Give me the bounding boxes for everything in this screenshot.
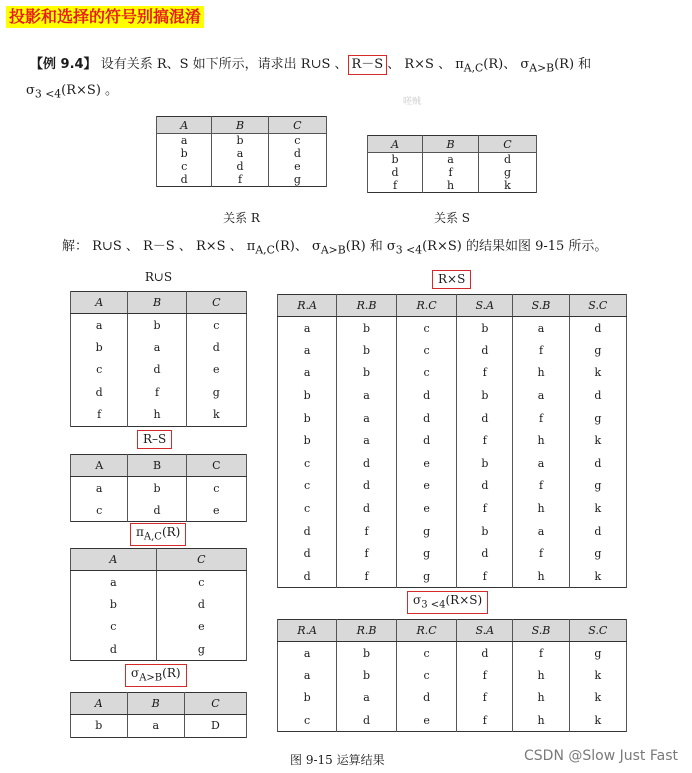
- column-header: R.C: [396, 620, 457, 642]
- watermark: 嗟贼: [403, 97, 422, 107]
- column-header: S.B: [513, 295, 569, 317]
- problem-text-4: (R) 和: [554, 57, 592, 72]
- table-cell: f: [457, 687, 513, 710]
- problem-line2-b: (R×S) 。: [61, 82, 119, 98]
- column-header: S.B: [513, 620, 569, 642]
- column-header: C: [186, 455, 246, 477]
- problem-text-1: 设有关系 R、S 如下所示，请求出 R∪S 、: [96, 57, 348, 72]
- table-cell: d: [569, 520, 626, 543]
- table-cell: b: [337, 664, 397, 687]
- column-header: C: [479, 136, 537, 153]
- table-cell: d: [457, 475, 513, 498]
- table-cell: f: [337, 542, 397, 565]
- header-row: [71, 693, 247, 715]
- solution-text-1: 解： R∪S 、 R－S 、 R×S 、 π: [62, 239, 256, 254]
- table-cell: e: [396, 497, 457, 520]
- problem-line2-sub: 3 <4: [34, 87, 62, 101]
- table-cell: a: [278, 664, 337, 687]
- table-cell: k: [569, 664, 626, 687]
- table-cell: d: [278, 520, 337, 543]
- table-cell: c: [396, 339, 457, 362]
- solution-text-2: (R)、 σ: [274, 239, 321, 254]
- column-header: B: [127, 693, 184, 715]
- table-cell: g: [268, 173, 326, 187]
- figure-caption: 图 9-15 运算结果: [290, 753, 385, 767]
- selection2-table: [277, 619, 627, 732]
- selection2-label-post: (R×S): [445, 593, 483, 607]
- problem-sub-2: A>B: [529, 61, 555, 75]
- table-row: [157, 134, 327, 148]
- column-header: R.A: [278, 295, 337, 317]
- table-cell: h: [128, 404, 186, 427]
- table-row: [71, 616, 247, 639]
- table-cell: c: [278, 452, 337, 475]
- table-row: [368, 179, 537, 193]
- table-cell: d: [569, 384, 626, 407]
- table-cell: k: [569, 497, 626, 520]
- table-cell: f: [212, 173, 268, 187]
- relation-s-table: [367, 135, 537, 193]
- table-cell: c: [278, 475, 337, 498]
- table-row: [278, 384, 627, 407]
- table-cell: c: [186, 477, 246, 500]
- table-cell: d: [457, 339, 513, 362]
- table-cell: a: [337, 429, 397, 452]
- table-row: [71, 359, 247, 382]
- table-cell: d: [212, 160, 268, 173]
- table-cell: d: [457, 642, 513, 665]
- table-cell: f: [513, 475, 569, 498]
- highlight-difference: R－S: [348, 55, 388, 75]
- table-row: [71, 593, 247, 616]
- table-row: [278, 497, 627, 520]
- table-cell: h: [423, 179, 479, 193]
- problem-text-3: (R)、 σ: [483, 57, 530, 72]
- table-row: [278, 407, 627, 430]
- table-cell: c: [396, 317, 457, 340]
- column-header: A: [71, 549, 157, 571]
- table-cell: e: [268, 160, 326, 173]
- table-cell: f: [337, 565, 397, 588]
- table-cell: d: [186, 336, 246, 359]
- table-cell: d: [396, 407, 457, 430]
- selection2-label-pre: σ: [413, 593, 422, 607]
- table-cell: d: [396, 429, 457, 452]
- selection-label-post: (R): [162, 666, 181, 680]
- column-header: C: [186, 292, 246, 314]
- table-cell: f: [423, 166, 479, 179]
- table-row: [71, 314, 247, 337]
- table-cell: b: [457, 452, 513, 475]
- table-cell: a: [278, 642, 337, 665]
- table-cell: d: [268, 147, 326, 160]
- table-cell: c: [268, 134, 326, 148]
- table-cell: g: [569, 642, 626, 665]
- table-row: [71, 381, 247, 404]
- table-row: [278, 339, 627, 362]
- table-row: [71, 404, 247, 427]
- problem-statement: [26, 54, 670, 105]
- header-row: [71, 292, 247, 314]
- table-cell: c: [396, 642, 457, 665]
- table-cell: c: [396, 664, 457, 687]
- column-header: S.A: [457, 295, 513, 317]
- header-row: [278, 620, 627, 642]
- table-cell: b: [337, 642, 397, 665]
- table-cell: f: [457, 497, 513, 520]
- table-cell: d: [128, 359, 186, 382]
- table-cell: g: [479, 166, 537, 179]
- table-cell: k: [569, 687, 626, 710]
- solution-sub-3: 3 <4: [395, 243, 423, 257]
- table-cell: d: [337, 497, 397, 520]
- table-cell: c: [71, 499, 128, 522]
- table-cell: d: [368, 166, 423, 179]
- table-cell: d: [337, 709, 397, 732]
- table-row: [278, 452, 627, 475]
- table-cell: b: [71, 715, 128, 738]
- table-cell: c: [396, 362, 457, 385]
- column-header: A: [157, 117, 212, 134]
- column-header: A: [71, 455, 128, 477]
- difference-table: [70, 454, 247, 522]
- table-row: [157, 173, 327, 187]
- table-cell: d: [479, 153, 537, 167]
- table-row: [71, 715, 247, 738]
- product-label: R×S: [432, 270, 471, 289]
- table-cell: f: [457, 709, 513, 732]
- table-cell: c: [71, 616, 157, 639]
- table-row: [278, 565, 627, 588]
- table-cell: k: [569, 362, 626, 385]
- column-header: C: [184, 693, 246, 715]
- column-header: B: [423, 136, 479, 153]
- selection-table: [70, 692, 247, 738]
- table-cell: a: [278, 317, 337, 340]
- table-cell: g: [569, 475, 626, 498]
- table-cell: h: [513, 664, 569, 687]
- table-row: [368, 153, 537, 167]
- table-cell: a: [71, 571, 157, 594]
- column-header: B: [212, 117, 268, 134]
- table-cell: a: [212, 147, 268, 160]
- table-cell: d: [396, 384, 457, 407]
- table-cell: b: [457, 384, 513, 407]
- table-cell: g: [396, 565, 457, 588]
- solution-text-3: (R) 和 σ: [345, 239, 396, 254]
- column-header: R.B: [337, 620, 397, 642]
- problem-line2-a: σ: [26, 82, 35, 98]
- table-row: [71, 638, 247, 661]
- projection-label-sub: A,C: [143, 531, 162, 543]
- product-table: [277, 294, 627, 588]
- table-cell: a: [278, 362, 337, 385]
- table-cell: b: [71, 593, 157, 616]
- table-row: [278, 362, 627, 385]
- solution-sub-1: A,C: [255, 243, 275, 257]
- csdn-credit: CSDN @Slow Just Fast: [524, 748, 678, 764]
- table-cell: d: [457, 407, 513, 430]
- selection2-label: [407, 591, 488, 614]
- table-row: [278, 542, 627, 565]
- solution-sub-2: A>B: [320, 243, 346, 257]
- table-row: [157, 160, 327, 173]
- table-cell: h: [513, 687, 569, 710]
- table-cell: a: [157, 134, 212, 148]
- projection-table: [70, 548, 247, 661]
- table-cell: f: [513, 642, 569, 665]
- table-cell: e: [396, 475, 457, 498]
- union-label: R∪S: [144, 270, 173, 284]
- difference-label: R–S: [137, 430, 172, 449]
- selection-label-pre: σ: [131, 666, 140, 680]
- table-cell: d: [337, 475, 397, 498]
- column-header: B: [128, 455, 186, 477]
- column-header: A: [71, 292, 128, 314]
- column-header: S.C: [569, 620, 626, 642]
- table-cell: f: [368, 179, 423, 193]
- table-cell: f: [457, 362, 513, 385]
- table-cell: g: [569, 339, 626, 362]
- table-cell: k: [479, 179, 537, 193]
- problem-sub-1: A,C: [463, 61, 484, 75]
- table-cell: a: [337, 407, 397, 430]
- table-cell: d: [156, 593, 246, 616]
- solution-line: [62, 237, 607, 261]
- table-row: [157, 147, 327, 160]
- table-cell: f: [513, 339, 569, 362]
- table-cell: d: [457, 542, 513, 565]
- table-cell: f: [128, 381, 186, 404]
- column-header: R.B: [337, 295, 397, 317]
- table-cell: k: [569, 709, 626, 732]
- table-cell: f: [513, 542, 569, 565]
- table-row: [278, 664, 627, 687]
- relation-r-caption: 关系 R: [223, 211, 260, 225]
- column-header: C: [268, 117, 326, 134]
- table-cell: b: [157, 147, 212, 160]
- table-row: [278, 520, 627, 543]
- selection2-label-sub: 3 <4: [421, 599, 446, 611]
- table-cell: f: [337, 520, 397, 543]
- table-cell: d: [71, 638, 157, 661]
- table-row: [278, 475, 627, 498]
- table-cell: d: [569, 317, 626, 340]
- selection-label: [125, 664, 187, 687]
- table-cell: a: [71, 314, 128, 337]
- table-cell: h: [513, 497, 569, 520]
- table-cell: e: [396, 452, 457, 475]
- table-cell: b: [278, 407, 337, 430]
- table-row: [71, 477, 247, 500]
- column-header: C: [156, 549, 246, 571]
- table-cell: b: [128, 314, 186, 337]
- projection-label-post: (R): [161, 525, 181, 539]
- table-cell: a: [71, 477, 128, 500]
- table-cell: b: [337, 339, 397, 362]
- column-header: S.A: [457, 620, 513, 642]
- table-cell: d: [128, 499, 186, 522]
- column-header: B: [128, 292, 186, 314]
- table-cell: a: [337, 687, 397, 710]
- table-row: [278, 687, 627, 710]
- table-row: [278, 429, 627, 452]
- union-table: [70, 291, 247, 427]
- table-cell: g: [396, 520, 457, 543]
- example-label: 【例 9.4】: [30, 57, 97, 72]
- table-cell: g: [569, 542, 626, 565]
- table-cell: c: [156, 571, 246, 594]
- relation-r-table: [156, 116, 327, 187]
- solution-text-4: (R×S) 的结果如图 9-15 所示。: [422, 239, 608, 254]
- table-row: [278, 642, 627, 665]
- table-cell: d: [157, 173, 212, 187]
- table-cell: d: [278, 542, 337, 565]
- highlight-banner: 投影和选择的符号别搞混淆: [6, 6, 204, 28]
- table-cell: a: [423, 153, 479, 167]
- table-cell: h: [513, 565, 569, 588]
- header-row: [71, 455, 247, 477]
- table-cell: b: [71, 336, 128, 359]
- table-cell: b: [368, 153, 423, 167]
- table-cell: e: [186, 359, 246, 382]
- table-cell: b: [128, 477, 186, 500]
- table-cell: a: [278, 339, 337, 362]
- table-row: [278, 709, 627, 732]
- table-cell: k: [186, 404, 246, 427]
- header-row: [368, 136, 537, 153]
- table-cell: c: [157, 160, 212, 173]
- table-cell: b: [278, 429, 337, 452]
- column-header: R.A: [278, 620, 337, 642]
- table-cell: e: [156, 616, 246, 639]
- table-cell: g: [569, 407, 626, 430]
- table-cell: f: [71, 404, 128, 427]
- table-cell: d: [569, 452, 626, 475]
- table-cell: b: [337, 362, 397, 385]
- selection-label-sub: A>B: [139, 672, 163, 684]
- table-cell: h: [513, 709, 569, 732]
- header-row: [278, 295, 627, 317]
- header-row: [71, 549, 247, 571]
- table-cell: g: [156, 638, 246, 661]
- table-cell: e: [396, 709, 457, 732]
- table-cell: g: [396, 542, 457, 565]
- table-row: [368, 166, 537, 179]
- table-cell: a: [513, 317, 569, 340]
- column-header: R.C: [396, 295, 457, 317]
- table-cell: d: [278, 565, 337, 588]
- table-cell: b: [457, 520, 513, 543]
- table-cell: a: [513, 452, 569, 475]
- table-cell: b: [278, 687, 337, 710]
- table-cell: f: [457, 429, 513, 452]
- table-cell: a: [127, 715, 184, 738]
- table-row: [278, 317, 627, 340]
- table-cell: c: [278, 497, 337, 520]
- table-cell: f: [457, 664, 513, 687]
- column-header: A: [71, 693, 128, 715]
- header-row: [157, 117, 327, 134]
- problem-text-2: 、 R×S 、 π: [387, 57, 464, 72]
- table-cell: D: [184, 715, 246, 738]
- table-cell: a: [513, 384, 569, 407]
- relation-s-caption: 关系 S: [433, 211, 471, 225]
- table-cell: g: [186, 381, 246, 404]
- column-header: S.C: [569, 295, 626, 317]
- table-cell: d: [396, 687, 457, 710]
- column-header: A: [368, 136, 423, 153]
- table-cell: e: [186, 499, 246, 522]
- table-cell: c: [71, 359, 128, 382]
- projection-label-pre: π: [136, 525, 144, 539]
- table-cell: a: [513, 520, 569, 543]
- table-cell: f: [513, 407, 569, 430]
- table-cell: b: [457, 317, 513, 340]
- table-cell: a: [128, 336, 186, 359]
- table-row: [71, 336, 247, 359]
- table-cell: d: [337, 452, 397, 475]
- table-cell: c: [186, 314, 246, 337]
- table-cell: c: [278, 709, 337, 732]
- table-cell: h: [513, 429, 569, 452]
- table-cell: a: [337, 384, 397, 407]
- table-cell: k: [569, 565, 626, 588]
- table-cell: f: [457, 565, 513, 588]
- table-cell: b: [337, 317, 397, 340]
- projection-label: [130, 523, 186, 546]
- table-cell: k: [569, 429, 626, 452]
- table-cell: d: [71, 381, 128, 404]
- table-cell: b: [278, 384, 337, 407]
- table-row: [71, 499, 247, 522]
- table-cell: b: [212, 134, 268, 148]
- table-cell: h: [513, 362, 569, 385]
- table-row: [71, 571, 247, 594]
